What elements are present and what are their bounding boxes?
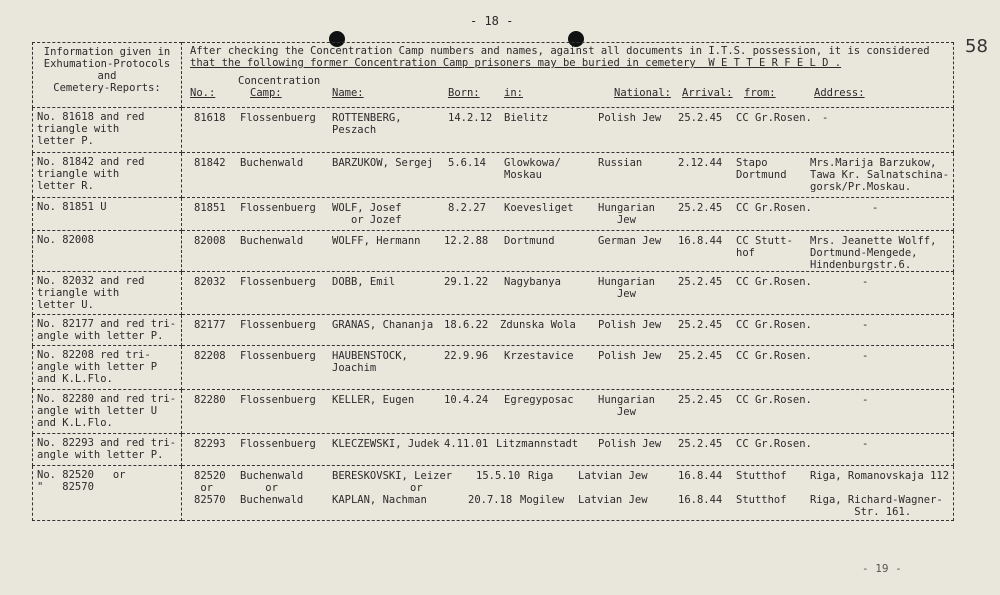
arrival-date: 25.2.45	[678, 394, 723, 406]
prisoner-name: KLECZEWSKI, Judek	[332, 438, 440, 450]
burial-records-table	[32, 42, 954, 521]
nationality: German Jew	[598, 235, 662, 247]
birthplace: Nagybanya	[504, 276, 561, 288]
address: -	[862, 438, 869, 450]
address: -	[872, 202, 879, 214]
bottom-page-number: - 19 -	[862, 562, 902, 575]
born-date: 18.6.22	[444, 319, 489, 331]
record-number: 82008	[194, 235, 226, 247]
info-cell: No. 81842 and red triangle with letter R.	[33, 153, 182, 198]
table-row	[33, 108, 954, 153]
address: Mrs. Jeanette Wolff, Dortmund-Mengede, Hindenburgstr.6.	[810, 235, 937, 271]
prisoner-name: GRANAS, Chananja	[332, 319, 434, 331]
prisoner-name: BARZUKOW, Sergej	[332, 157, 434, 169]
from: CC Gr.Rosen.	[736, 319, 812, 331]
born-date: 29.1.22	[444, 276, 489, 288]
arrival-date: 16.8.44	[678, 494, 723, 506]
table-row	[33, 390, 954, 434]
born-date: 10.4.24	[444, 394, 489, 406]
address: -	[862, 276, 869, 288]
birthplace: Litzmannstadt	[496, 438, 579, 450]
birthplace: Glowkowa/ Moskau	[504, 157, 561, 181]
info-cell: No. 82293 and red tri- angle with letter P.	[33, 434, 182, 466]
info-cell: No. 82008	[33, 231, 182, 272]
record-number: 81851	[194, 202, 226, 214]
or-label: or	[410, 482, 423, 494]
birthplace: Bielitz	[504, 112, 549, 124]
record-cell	[182, 198, 954, 231]
header-info-line: Exhumation-Protocols	[43, 58, 171, 70]
record-number: 82032	[194, 276, 226, 288]
arrival-date: 25.2.45	[678, 438, 723, 450]
born-date: 5.6.14	[448, 157, 486, 169]
from: CC Gr.Rosen.	[736, 350, 812, 362]
col-born: Born:	[448, 87, 480, 99]
born-date: 20.7.18	[468, 494, 513, 506]
note-line-1: After checking the Concentration Camp numbers and names, against all documents in I.T.S. possession, it is considered	[190, 45, 930, 57]
address: -	[862, 394, 869, 406]
record-number: 82280	[194, 394, 226, 406]
table-row	[33, 315, 954, 346]
header-info-cell	[33, 43, 182, 108]
side-number: 58	[965, 36, 988, 57]
table-row	[33, 231, 954, 272]
col-no: No.:	[190, 87, 216, 99]
info-cell: No. 82032 and red triangle with letter U.	[33, 272, 182, 315]
camp: Buchenwald or Buchenwald	[240, 470, 304, 506]
col-name: Name:	[332, 87, 364, 99]
info-cell: No. 82280 and red tri- angle with letter U and K.L.Flo.	[33, 390, 182, 434]
header-info-line: Information given in	[43, 46, 171, 58]
table-row	[33, 346, 954, 390]
table-row	[33, 466, 954, 521]
born-date: 15.5.10	[476, 470, 521, 482]
born-date: 4.11.01	[444, 438, 489, 450]
address: Mrs.Marija Barzukow, Tawa Kr. Salnatschina- gorsk/Pr.Moskau.	[810, 157, 950, 193]
prisoner-name: WOLFF, Hermann	[332, 235, 421, 247]
table-row	[33, 272, 954, 315]
info-cell: No. 81851 U	[33, 198, 182, 231]
camp: Buchenwald	[240, 157, 304, 169]
col-arrival: Arrival:	[682, 87, 733, 99]
record-cell	[182, 153, 954, 198]
birthplace: Dortmund	[504, 235, 555, 247]
nationality: Hungarian Jew	[598, 276, 655, 300]
born-date: 22.9.96	[444, 350, 489, 362]
nationality: Polish Jew	[598, 112, 662, 124]
table-row	[33, 153, 954, 198]
arrival-date: 25.2.45	[678, 276, 723, 288]
header-row	[33, 43, 954, 108]
address: Riga, Richard-Wagner- Str. 161.	[810, 494, 943, 518]
col-from: from:	[744, 87, 776, 99]
record-number: 82177	[194, 319, 226, 331]
born-date: 8.2.27	[448, 202, 486, 214]
camp: Buchenwald	[240, 235, 304, 247]
arrival-date: 16.8.44	[678, 470, 723, 482]
record-number: 82208	[194, 350, 226, 362]
nationality: Hungarian Jew	[598, 202, 655, 226]
from: CC Gr.Rosen.	[736, 112, 812, 124]
camp: Flossenbuerg	[240, 350, 316, 362]
from: CC Gr.Rosen.	[736, 276, 812, 288]
birthplace: Egregyposac	[504, 394, 574, 406]
camp: Flossenbuerg	[240, 202, 316, 214]
record-cell	[182, 231, 954, 272]
from: Stutthof	[736, 470, 787, 482]
from: Stapo Dortmund	[736, 157, 787, 181]
info-cell: No. 82177 and red tri- angle with letter P.	[33, 315, 182, 346]
nationality: Hungarian Jew	[598, 394, 655, 418]
camp: Flossenbuerg	[240, 394, 316, 406]
arrival-date: 25.2.45	[678, 112, 723, 124]
nationality: Latvian Jew	[578, 470, 648, 482]
birthplace: Koevesliget	[504, 202, 574, 214]
col-camp-2: Camp:	[250, 87, 282, 99]
prisoner-name: DOBB, Emil	[332, 276, 396, 288]
note-line-2: that the following former Concentration Camp prisoners may be buried in cemetery W E T T E R F E L D .	[190, 57, 842, 69]
nationality: Russian	[598, 157, 643, 169]
header-note-cell	[182, 43, 954, 108]
prisoner-name: KELLER, Eugen	[332, 394, 415, 406]
record-cell	[182, 346, 954, 390]
header-info-line: and	[97, 70, 117, 82]
address: -	[822, 112, 829, 124]
table-row	[33, 434, 954, 466]
nationality: Polish Jew	[598, 319, 662, 331]
arrival-date: 2.12.44	[678, 157, 723, 169]
birthplace: Mogilew	[520, 494, 565, 506]
record-cell	[182, 272, 954, 315]
arrival-date: 25.2.45	[678, 350, 723, 362]
record-number: 82520 or 82570	[194, 470, 226, 506]
record-number: 82293	[194, 438, 226, 450]
birthplace: Riga	[528, 470, 554, 482]
address: -	[862, 319, 869, 331]
nationality: Polish Jew	[598, 350, 662, 362]
born-date: 14.2.12	[448, 112, 493, 124]
prisoner-name: KAPLAN, Nachman	[332, 494, 427, 506]
record-number: 81618	[194, 112, 226, 124]
info-cell: No. 81618 and red triangle with letter P.	[33, 108, 182, 153]
prisoner-name: WOLF, Josef or Jozef	[332, 202, 402, 226]
table-row	[33, 198, 954, 231]
record-cell	[182, 434, 954, 466]
info-cell: No. 82208 red tri- angle with letter P and K.L.Flo.	[33, 346, 182, 390]
prisoner-name: BERESKOVSKI, Leizer	[332, 470, 453, 482]
nationality: Latvian Jew	[578, 494, 648, 506]
header-info-line: Cemetery-Reports:	[53, 82, 161, 94]
record-cell	[182, 390, 954, 434]
address: -	[862, 350, 869, 362]
col-camp-1: Concentration	[238, 75, 321, 87]
arrival-date: 25.2.45	[678, 319, 723, 331]
prisoner-name: HAUBENSTOCK, Joachim	[332, 350, 408, 374]
from: CC Gr.Rosen.	[736, 202, 812, 214]
arrival-date: 16.8.44	[678, 235, 723, 247]
prisoner-name: ROTTENBERG, Peszach	[332, 112, 402, 136]
record-cell	[182, 466, 954, 521]
info-cell: No. 82520 or " 82570	[33, 466, 182, 521]
camp: Flossenbuerg	[240, 112, 316, 124]
from: CC Gr.Rosen.	[736, 438, 812, 450]
record-cell	[182, 315, 954, 346]
page-number: - 18 -	[470, 14, 514, 28]
col-national: National:	[614, 87, 671, 99]
camp: Flossenbuerg	[240, 276, 316, 288]
arrival-date: 25.2.45	[678, 202, 723, 214]
from: CC Gr.Rosen.	[736, 394, 812, 406]
record-cell	[182, 108, 954, 153]
address: Riga, Romanovskaja 112	[810, 470, 950, 482]
birthplace: Zdunska Wola	[500, 319, 576, 331]
from: Stutthof	[736, 494, 787, 506]
record-number: 81842	[194, 157, 226, 169]
camp: Flossenbuerg	[240, 319, 316, 331]
camp: Flossenbuerg	[240, 438, 316, 450]
col-address: Address:	[814, 87, 865, 99]
from: CC Stutt- hof	[736, 235, 793, 259]
born-date: 12.2.88	[444, 235, 489, 247]
birthplace: Krzestavice	[504, 350, 574, 362]
col-in: in:	[504, 87, 523, 99]
nationality: Polish Jew	[598, 438, 662, 450]
